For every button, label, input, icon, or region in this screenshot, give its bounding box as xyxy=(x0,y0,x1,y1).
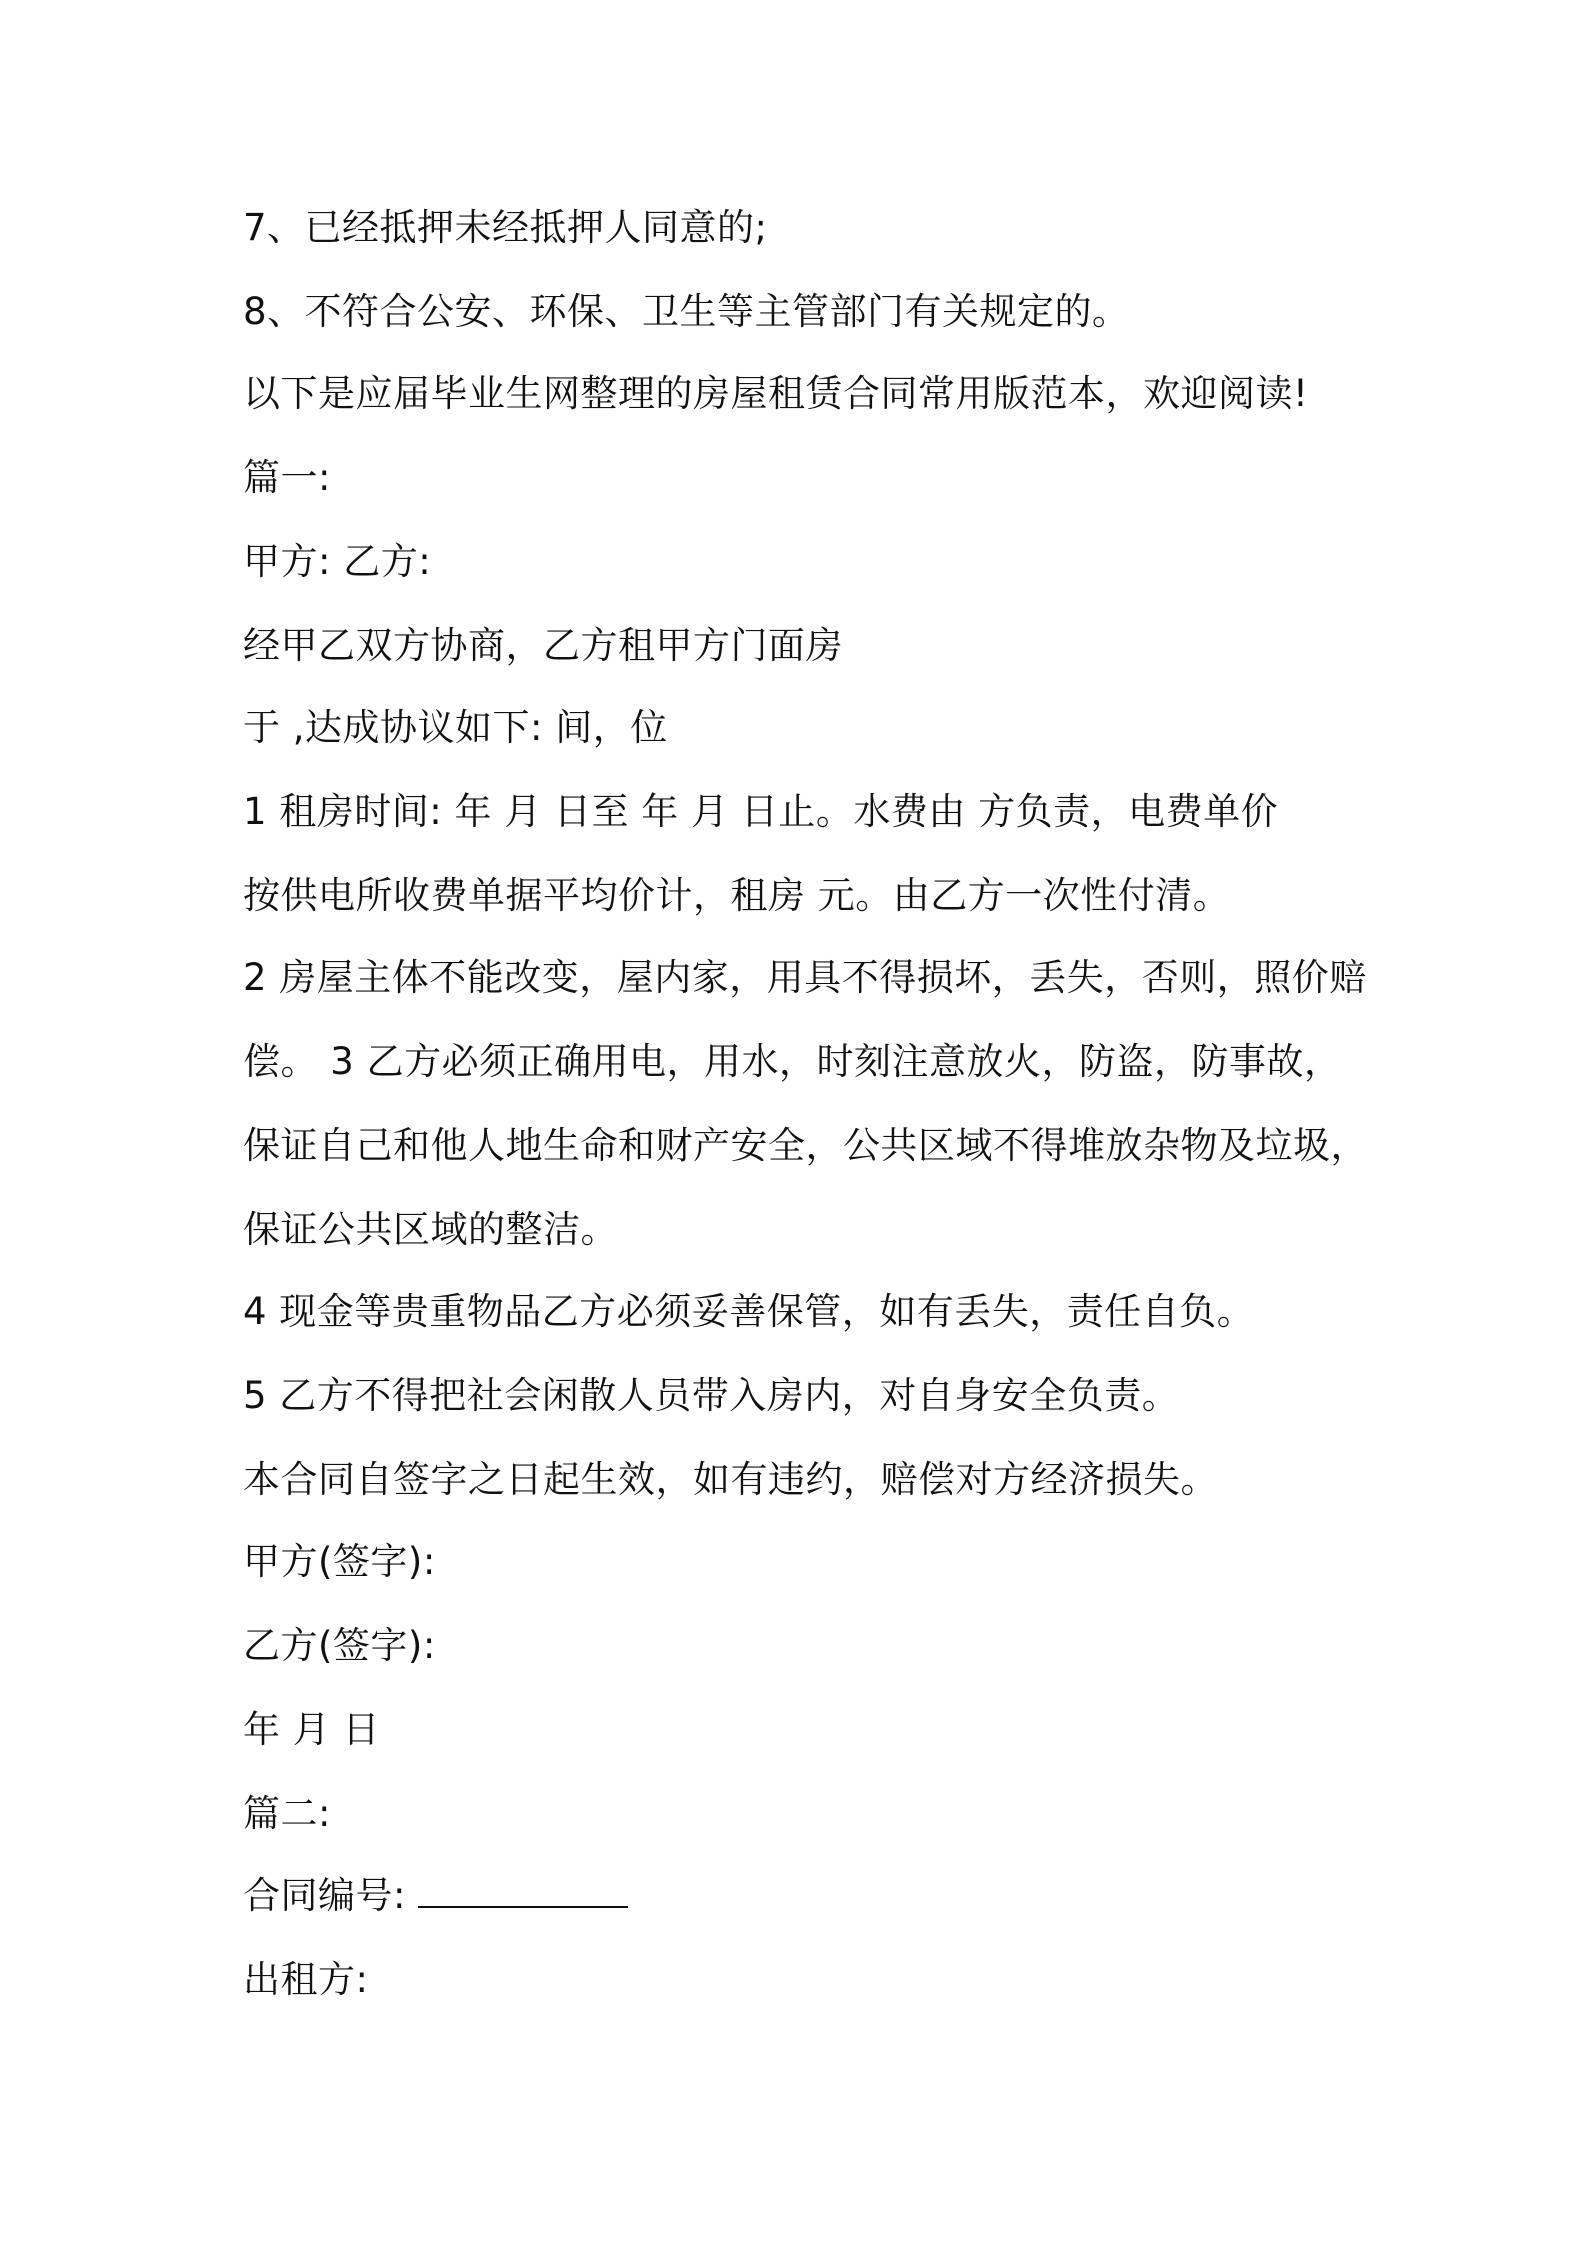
text-line-item-8: 8、不符合公安、环保、卫生等主管部门有关规定的。 xyxy=(243,290,1130,333)
clause-1-line-1: 1 租房时间: 年 月 日至 年 月 日止。水费由 方负责，电费单价 xyxy=(243,790,1279,833)
signature-party-a: 甲方(签字): xyxy=(243,1540,436,1583)
clause-2-line-1: 2 房屋主体不能改变，屋内家，用具不得损坏，丢失，否则，照价赔 xyxy=(243,956,1367,999)
section-heading-2: 篇二: xyxy=(243,1792,331,1835)
clause-3-line-2: 保证自己和他人地生命和财产安全，公共区域不得堆放杂物及垃圾， xyxy=(243,1124,1368,1167)
contract-number-label: 合同编号: xyxy=(243,1874,406,1917)
clause-5: 5 乙方不得把社会闲散人员带入房内，对自身安全负责。 xyxy=(243,1374,1180,1417)
text-line-effective: 本合同自签字之日起生效，如有违约，赔偿对方经济损失。 xyxy=(243,1458,1218,1501)
clause-3-line-3: 保证公共区域的整洁。 xyxy=(243,1208,618,1251)
text-line-item-7: 7、已经抵押未经抵押人同意的; xyxy=(243,206,768,249)
clause-2-line-2: 偿。 3 乙方必须正确用电，用水，时刻注意放火，防盗，防事故， xyxy=(243,1040,1342,1083)
lessor-label: 出租方: xyxy=(243,1958,369,2001)
text-line-parties: 甲方: 乙方: xyxy=(243,540,432,583)
clause-1-line-2: 按供电所收费单据平均价计，租房 元。由乙方一次性付清。 xyxy=(243,874,1231,917)
clause-4: 4 现金等贵重物品乙方必须妥善保管，如有丢失，责任自负。 xyxy=(243,1290,1255,1333)
signature-party-b: 乙方(签字): xyxy=(243,1624,436,1667)
contract-number-blank xyxy=(418,1872,628,1908)
text-line-negotiation: 经甲乙双方协商，乙方租甲方门面房 xyxy=(243,624,843,667)
section-heading-1: 篇一: xyxy=(243,456,331,499)
text-line-agreement: 于 ,达成协议如下: 间，位 xyxy=(243,706,668,749)
signature-date: 年 月 日 xyxy=(243,1708,381,1751)
contract-number-line xyxy=(243,1872,628,1920)
text-line-intro: 以下是应届毕业生网整理的房屋租赁合同常用版范本，欢迎阅读! xyxy=(243,372,1309,415)
